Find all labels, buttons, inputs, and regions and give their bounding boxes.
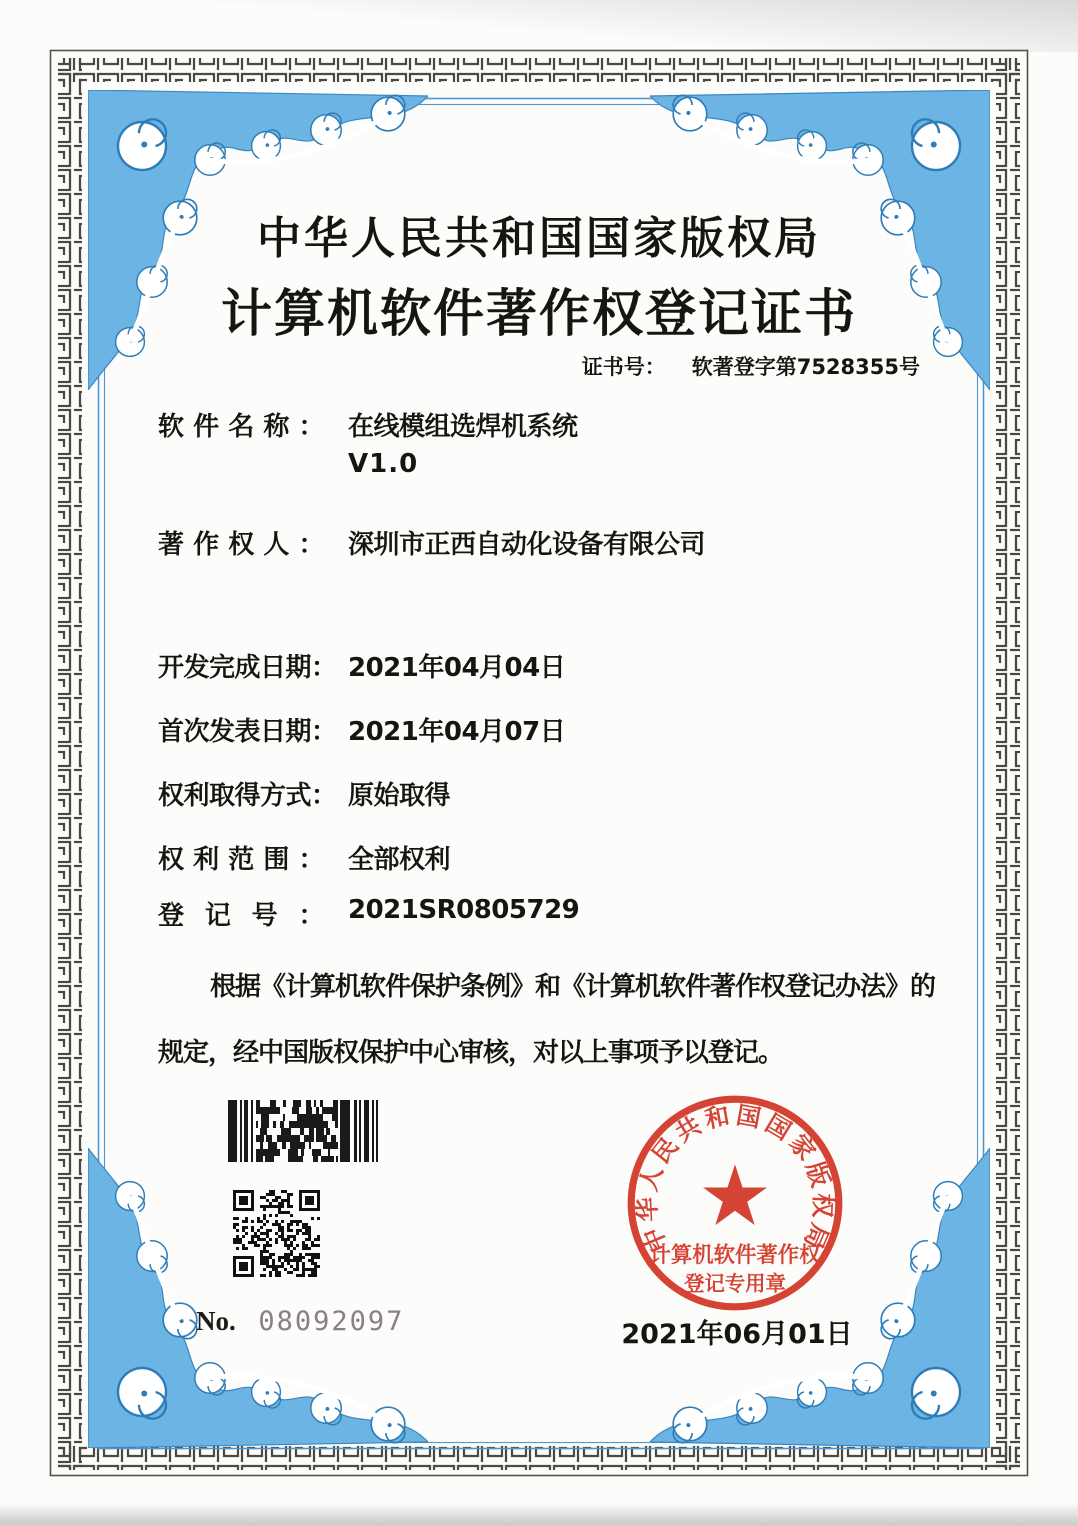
field-value: 2021年04月07日 — [348, 717, 566, 747]
software-name: 在线模组选焊机系统 — [348, 412, 578, 442]
field-label: 首次发表日期： — [158, 717, 337, 747]
field-rights-acquisition — [158, 775, 450, 812]
field-value: 全部权利 — [348, 845, 451, 875]
field-label: 权利取得方式： — [158, 781, 337, 811]
certificate-number-line — [560, 351, 920, 381]
field-registration-number — [158, 895, 579, 932]
certificate-title: 计算机软件著作权登记证书 — [220, 285, 857, 344]
seal-caption-line-1: 计算机软件著作权 — [649, 1243, 821, 1269]
software-version: V1.0 — [348, 449, 419, 479]
field-label: 著作权人： — [158, 530, 324, 560]
field-label: 登记号： — [158, 901, 324, 931]
field-copyright-owner — [158, 524, 705, 561]
certificate-number-value: 软著登字第7528355号 — [691, 355, 920, 379]
field-value: 原始取得 — [348, 781, 451, 811]
certificate-number-label: 证书号： — [581, 355, 666, 379]
statement-line-1: 根据《计算机软件保护条例》和《计算机软件著作权登记办法》的 — [210, 972, 936, 1002]
field-rights-scope — [158, 839, 450, 876]
serial-number-value: 08092097 — [258, 1306, 405, 1337]
issue-date: 2021年06月01日 — [621, 1319, 853, 1350]
field-value: 2021年04月04日 — [348, 653, 566, 683]
field-value — [348, 406, 578, 479]
field-value: 2021SR0805729 — [348, 895, 580, 925]
qr-code-image — [233, 1190, 320, 1277]
authority-title: 中华人民共和国国家版权局 — [257, 213, 821, 264]
statement-line-2: 规定，经中国版权保护中心审核，对以上事项予以登记。 — [158, 1038, 784, 1068]
field-label: 软件名称： — [158, 412, 324, 442]
serial-number-label: No. — [196, 1306, 236, 1336]
serial-number-line — [196, 1306, 404, 1337]
field-software-name — [158, 406, 578, 479]
seal-ring-text: 中华人民共和国国家版权局 — [632, 1100, 838, 1257]
official-seal — [620, 1088, 850, 1318]
field-dev-complete-date — [158, 647, 565, 684]
field-label: 开发完成日期： — [158, 653, 337, 683]
field-label: 权利范围： — [158, 845, 324, 875]
barcode-image — [228, 1100, 378, 1162]
field-first-publish-date — [158, 711, 565, 748]
red-star-icon — [703, 1164, 767, 1225]
seal-caption-line-2: 登记专用章 — [684, 1271, 786, 1296]
field-value: 深圳市正西自动化设备有限公司 — [348, 530, 706, 560]
